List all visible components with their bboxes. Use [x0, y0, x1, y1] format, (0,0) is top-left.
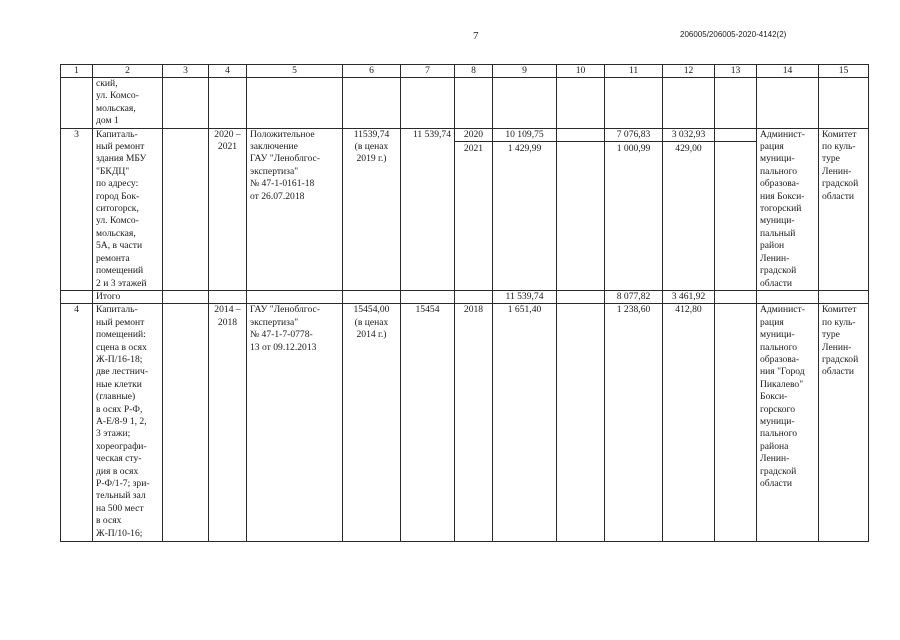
row-number-cell: 4 — [61, 304, 93, 542]
cell — [455, 78, 493, 129]
col-header-2: 2 — [93, 65, 163, 78]
table-row-3 — [61, 128, 869, 290]
year-2020: 2020 — [455, 129, 492, 142]
col-header-10: 10 — [557, 65, 605, 78]
cell — [163, 78, 209, 129]
cell — [757, 78, 819, 129]
col-header-1: 1 — [61, 65, 93, 78]
cell — [715, 290, 757, 303]
cell — [163, 304, 209, 542]
object-name-cell: ский, ул. Комсо- мольская, дом 1 — [93, 78, 163, 129]
regional-2020: 7 076,83 — [605, 129, 662, 142]
table-row-4 — [61, 304, 869, 542]
cell — [715, 128, 757, 290]
cell — [343, 78, 401, 129]
cell — [819, 290, 869, 303]
period-cell: 2020 – 2021 — [209, 128, 247, 290]
object-name-cell: Капиталь- ный ремонт помещений: сцена в осях Ж-П/16-18; две лестнич- ные клетки (главные) в осях Р-Ф, А-Е/8-9 1, 2, 3 этажи; хореографи- ческая сту- дия в осях Р-Ф/1-7; зри- тельный зал на 500 мест в осях Ж-П/10-16; — [93, 304, 163, 542]
col-header-9: 9 — [493, 65, 557, 78]
local-budget-cell — [663, 128, 715, 290]
document-id: 206005/206005-2020-4142(2) — [680, 30, 787, 39]
total-funding-cell — [493, 128, 557, 290]
table-row-continuation — [61, 78, 869, 129]
cell — [557, 78, 605, 129]
col-header-8: 8 — [455, 65, 493, 78]
program-table — [60, 64, 869, 542]
responsible-cell: Комитет по куль- туре Ленин- градской области — [819, 128, 869, 290]
cell — [247, 78, 343, 129]
cell — [209, 78, 247, 129]
expertise-cell: Положительное заключение ГАУ "Леноблгос- экспертиза" № 47-1-0161-18 от 26.07.2018 — [247, 128, 343, 290]
cost-cell: 15454 — [401, 304, 455, 542]
funding-2020: 10 109,75 — [493, 129, 556, 142]
estimated-cost-cell: 11539,74 (в ценах 2019 г.) — [343, 128, 401, 290]
cell — [401, 290, 455, 303]
responsible-cell: Комитет по куль- туре Ленин- градской области — [819, 304, 869, 542]
cell — [557, 290, 605, 303]
col-header-15: 15 — [819, 65, 869, 78]
regional-budget-cell — [605, 128, 663, 290]
cell — [163, 290, 209, 303]
cell — [455, 290, 493, 303]
cell — [401, 78, 455, 129]
cell — [61, 290, 93, 303]
col-header-14: 14 — [757, 65, 819, 78]
total-funding-cell: 1 651,40 — [493, 304, 557, 542]
col-header-5: 5 — [247, 65, 343, 78]
cell — [343, 290, 401, 303]
estimated-cost-cell: 15454,00 (в ценах 2014 г.) — [343, 304, 401, 542]
local-budget-cell: 412,80 — [663, 304, 715, 542]
local-2020: 3 032,93 — [663, 129, 714, 142]
expertise-cell: ГАУ "Леноблгос- экспертиза" № 47-1-7-0778- 13 от 09.12.2013 — [247, 304, 343, 542]
cell — [715, 78, 757, 129]
year-2021: 2021 — [463, 143, 484, 155]
local-2021: 429,00 — [675, 143, 702, 155]
cell — [61, 78, 93, 129]
total-local-cell: 3 461,92 — [663, 290, 715, 303]
cell — [557, 128, 605, 290]
cell — [163, 128, 209, 290]
cost-cell: 11 539,74 — [401, 128, 455, 290]
cell — [209, 290, 247, 303]
col-header-12: 12 — [663, 65, 715, 78]
cell — [605, 78, 663, 129]
funding-2021: 1 429,99 — [507, 143, 542, 155]
year-cell: 2018 — [455, 304, 493, 542]
total-regional-cell: 8 077,82 — [605, 290, 663, 303]
object-name-cell: Капиталь- ный ремонт здания МБУ "БКДЦ" по адресу: город Бок- ситогорск, ул. Комсо- мольская, 5А, в части ремонта помещений 2 и 3 этажей — [93, 128, 163, 290]
regional-2021: 1 000,99 — [616, 143, 651, 155]
divider — [557, 129, 604, 142]
regional-budget-cell: 1 238,60 — [605, 304, 663, 542]
col-header-3: 3 — [163, 65, 209, 78]
cell — [247, 290, 343, 303]
total-funding-cell: 11 539,74 — [493, 290, 557, 303]
cell — [757, 290, 819, 303]
period-cell: 2014 – 2018 — [209, 304, 247, 542]
page-number: 7 — [473, 30, 479, 42]
customer-cell: Админист- рация муници- пального образова- ния "Город Пикалево" Бокси- горского муници- пального района Ленин- градской области — [757, 304, 819, 542]
divider — [715, 129, 756, 142]
row-number-cell: 3 — [61, 128, 93, 290]
cell — [715, 304, 757, 542]
cell — [819, 78, 869, 129]
col-header-4: 4 — [209, 65, 247, 78]
col-header-7: 7 — [401, 65, 455, 78]
column-number-row — [61, 65, 869, 78]
total-label: Итого — [93, 290, 163, 303]
table-row-total — [61, 290, 869, 303]
year-cell — [455, 128, 493, 290]
customer-cell: Админист- рация муници- пального образова- ния Бокси- тогорский муници- пальный район Ленин- градской области — [757, 128, 819, 290]
col-header-13: 13 — [715, 65, 757, 78]
cell — [557, 304, 605, 542]
cell — [493, 78, 557, 129]
cell — [663, 78, 715, 129]
col-header-11: 11 — [605, 65, 663, 78]
col-header-6: 6 — [343, 65, 401, 78]
